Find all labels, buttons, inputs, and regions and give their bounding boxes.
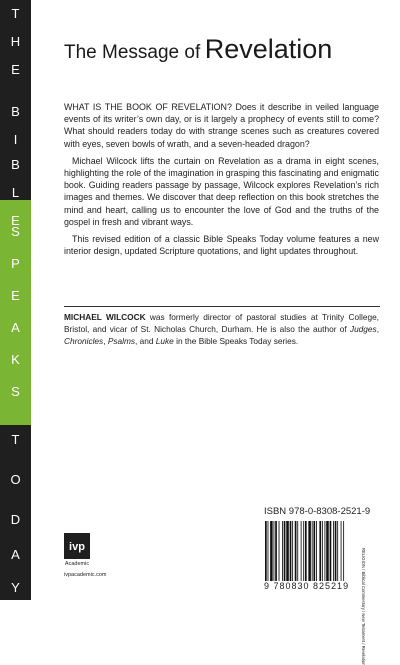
barcode-bar [316,521,317,581]
blurb-paragraph-1: WHAT IS THE BOOK OF REVELATION? Does it describe in veiled language events of its writer’s own day, or is it largely a prophecy of events still to come? What should readers today do with strange scenes such as creatures covered with eyes, seven bowls of wrath, and a seven-headed dragon? [64,102,379,149]
spine-letter: E [11,62,20,77]
spine-letter: T [11,6,20,21]
spine-letter: K [11,352,20,367]
author-book-luke: Luke [155,336,174,346]
barcode-bar [292,521,293,581]
spine-letter: A [11,547,20,562]
barcode-bar [286,521,289,581]
spine-letter: O [10,472,21,487]
barcode-digits: 9 780830 825219 [264,581,350,591]
barcode-bar [284,521,286,581]
ivp-academic-logo-icon [64,533,90,567]
barcode-bar [330,521,332,581]
author-sep-1: , [376,324,379,334]
logo-text: ivp [69,541,85,553]
author-bio-text-1: was formerly director of pastoral studies at Trinity College, Bristol, and vicar of St. Nicholas Church, Durham. He is also the author of [64,312,379,334]
spine-letter: A [11,320,20,335]
author-book-chronicles: Chronicles [64,336,104,346]
spine-letter: I [13,132,18,147]
spine-letter: E [11,288,20,303]
spine-letter: Y [11,580,20,595]
barcode-bar [270,521,273,581]
barcode-bar [326,521,329,581]
barcode-bar [290,521,292,581]
barcode-bar [265,521,267,581]
isbn-label: ISBN 978-0-8308-2521-9 [264,506,371,517]
barcode-bar [274,521,275,581]
barcode-bar [337,521,338,581]
title-main: Revelation [204,34,333,64]
barcode-bar [341,521,342,581]
barcode-bar [282,521,283,581]
isbn-barcode-icon [264,521,372,581]
barcode-bar [322,521,323,581]
title-prefix: The Message of [64,42,201,63]
spine-letter: T [11,432,20,447]
publisher-url: ivpacademic.com [64,572,107,578]
barcode-bar [333,521,334,581]
blurb-paragraph-3: This revised edition of a classic Bible Speaks Today volume features a new interior design, updated Scripture quotations, and light updates throughout. [64,234,379,257]
barcode-bar [297,521,298,581]
author-bio-text-2: in the Bible Speaks Today series. [173,336,299,346]
spine-letter: D [10,512,21,527]
barcode-bar [325,521,326,581]
barcode-bar [313,521,315,581]
barcode-bar [268,521,269,581]
series-spine-band [0,0,31,600]
barcode-bar [279,521,280,581]
barcode-bar [335,521,337,581]
barcode-bar [308,521,311,581]
spine-letter: E [11,213,20,228]
barcode-bar [305,521,307,581]
spine-letter: S [11,224,20,239]
barcode-bar [312,521,313,581]
divider-rule [64,306,380,307]
author-sep-3: , and [135,336,156,346]
spine-letter: P [11,256,20,271]
barcode-bar [303,521,304,581]
spine-letter: B [11,157,20,172]
barcode-bar [275,521,277,581]
author-name: MICHAEL WILCOCK [64,312,146,322]
barcode-bar [319,521,321,581]
barcode-bar [295,521,297,581]
bisac-category: RELIGION / Biblical Commentary / New Testament / Revelation [361,548,366,665]
spine-letter: S [11,384,20,399]
blurb-paragraph-2: Michael Wilcock lifts the curtain on Revelation as a drama in eight scenes, highlighting the role of the imagination in grasping this fascinating and enigmatic book. Guiding readers passage by passage, Wilcock explores Revelation’s rich images and themes. We discover that deep reflection on this book stretches the mind and heart, calling us to encounter the love of God and the truths of the gospel in fresh and vibrant ways. [64,155,379,227]
spine-letter: L [11,185,20,200]
author-book-judges: Judges [349,324,377,334]
spine-letter: B [11,104,20,119]
back-cover-blurb [64,101,379,262]
barcode-bar [343,521,344,581]
author-book-psalms: Psalms [107,336,136,346]
spine-letter: H [10,34,21,49]
barcode-bar [301,521,302,581]
author-bio [64,311,379,347]
logo-subtext: Academic [64,561,90,567]
author-sep-2: , [103,336,108,346]
book-title [64,34,384,65]
